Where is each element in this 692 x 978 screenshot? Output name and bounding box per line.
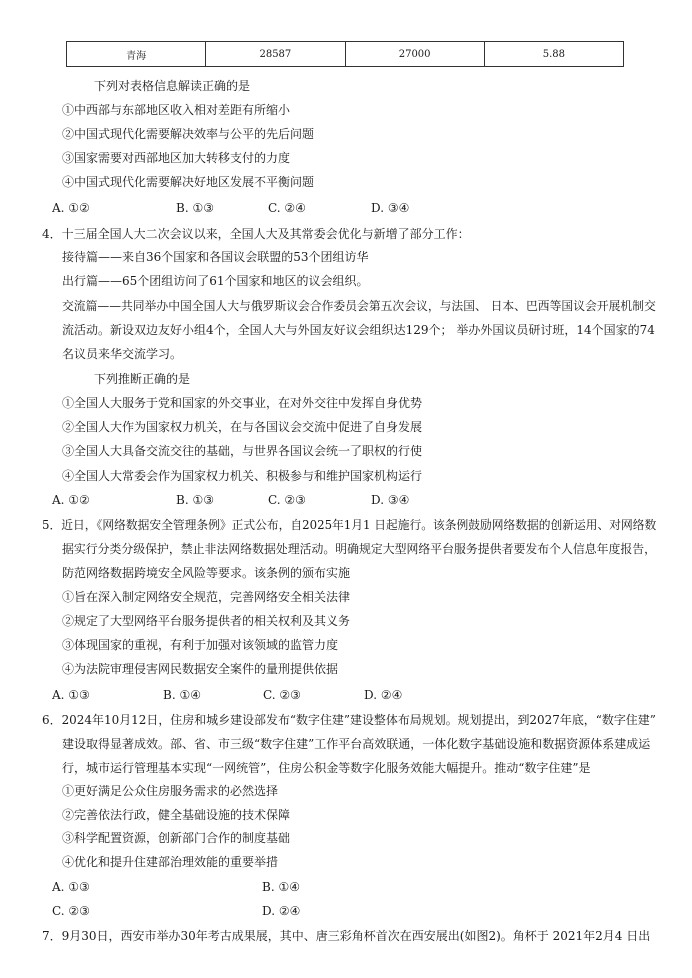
- q3-stem: 下列对表格信息解读正确的是: [94, 79, 251, 93]
- q4-choice-c: C. ②③: [268, 493, 306, 507]
- q4-line-2: 接待篇——来自36个国家和各国议会联盟的53个团组访华: [62, 250, 369, 264]
- q4-line-1: 4．十三届全国人大二次会议以来，全国人大及其常委会优化与新增了部分工作：: [42, 227, 470, 241]
- q6-choice-b: B. ①④: [262, 880, 300, 894]
- q4-line-6: 名议员来华交流学习。: [62, 347, 183, 361]
- q4-line-3: 出行篇——65个团组访问了61个国家和地区的议会组织。: [62, 274, 369, 288]
- q5-line-2: 据实行分类分级保护，禁止非法网络数据处理活动。明确规定大型网络平台服务提供者要发布个人信息年度报告，: [62, 542, 657, 556]
- q3-choice-a: A. ①②: [52, 201, 90, 215]
- q4-stem: 下列推断正确的是: [94, 372, 191, 386]
- q5-option-2: ②规定了大型网络平台服务提供者的相关权利及其义务: [62, 614, 351, 628]
- q6-choice-c: C. ②③: [52, 904, 90, 918]
- q4-option-2: ②全国人大作为国家权力机关，在与各国议会交流中促进了自身发展: [62, 420, 423, 434]
- q4-option-4: ④全国人大常委会作为国家权力机关、积极参与和维护国家机构运行: [62, 469, 423, 483]
- data-table: [66, 41, 624, 67]
- q6-option-3: ③科学配置资源，创新部门合作的制度基础: [62, 831, 291, 845]
- q6-line-2: 建设取得显著成效。部、省、市三级“数字住建”工作平台高效联通，一体化数字基础设施和数据资源体系建成运: [62, 737, 651, 751]
- q4-choice-d: D. ③④: [371, 493, 410, 507]
- q5-line-3: 防范网络数据跨境安全风险等要求。该条例的颁布实施: [62, 566, 351, 580]
- q6-option-4: ④优化和提升住建部治理效能的重要举措: [62, 855, 279, 869]
- table-cell-value-3: 5.88: [484, 42, 623, 67]
- q4-option-1: ①全国人大服务于党和国家的外交事业，在对外交往中发挥自身优势: [62, 396, 423, 410]
- q5-choice-d: D. ②④: [364, 688, 403, 702]
- q4-choice-a: A. ①②: [52, 493, 90, 507]
- q4-choice-b: B. ①③: [176, 493, 214, 507]
- q3-option-3: ③国家需要对西部地区加大转移支付的力度: [62, 151, 291, 165]
- q6-option-1: ①更好满足公众住房服务需求的必然选择: [62, 784, 279, 798]
- q5-choice-c: C. ②③: [263, 688, 301, 702]
- q3-option-2: ②中国式现代化需要解决效率与公平的先后问题: [62, 127, 315, 141]
- q5-option-3: ③体现国家的重视，有利于加强对该领域的监管力度: [62, 638, 339, 652]
- q6-line-1: 6．2024年10月12日，住房和城乡建设部发布“数字住建”建设整体布局规划。规划提出，到2027年底，“数字住建”: [42, 713, 656, 727]
- q4-option-3: ③全国人大具备交流交往的基础，与世界各国议会统一了职权的行使: [62, 444, 423, 458]
- q6-choice-d: D. ②④: [262, 904, 301, 918]
- q3-option-4: ④中国式现代化需要解决好地区发展不平衡问题: [62, 175, 315, 189]
- table-cell-value-1: 28587: [206, 42, 345, 67]
- q6-line-3: 行，城市运行管理基本实现“一网统管”，住房公积金等数字化服务效能大幅提升。推动“数字住建”是: [62, 761, 591, 775]
- q7-line-1: 7．9月30日，西安市举办30年考古成果展，其中、唐三彩角杯首次在西安展出(如图2)。角杯于 2021年2月4 日出: [42, 929, 651, 943]
- q5-choice-b: B. ①④: [163, 688, 201, 702]
- q6-option-2: ②完善依法行政，健全基础设施的技术保障: [62, 808, 291, 822]
- q6-choice-a: A. ①③: [52, 880, 90, 894]
- q3-choice-c: C. ②④: [268, 201, 306, 215]
- q4-line-5: 流活动。新设双边友好小组4个，全国人大与外国友好议会组织达129个； 举办外国议员研讨班，14个国家的74: [62, 323, 655, 337]
- q5-choice-a: A. ①③: [52, 688, 90, 702]
- table-cell-province: 青海: [67, 42, 206, 67]
- q4-line-4: 交流篇——共同举办中国全国人大与俄罗斯议会合作委员会第五次会议，与法国、 日本、巴西等国议会开展机制交: [62, 299, 656, 313]
- q3-choice-b: B. ①③: [176, 201, 214, 215]
- q3-option-1: ①中西部与东部地区收入相对差距有所缩小: [62, 103, 291, 117]
- q5-option-4: ④为法院审理侵害网民数据安全案件的量刑提供依据: [62, 662, 339, 676]
- q5-option-1: ①旨在深入制定网络安全规范，完善网络安全相关法律: [62, 590, 351, 604]
- q3-choice-d: D. ③④: [371, 201, 410, 215]
- q5-line-1: 5．近日，《网络数据安全管理条例》正式公布，自2025年1月1 日起施行。该条例鼓励网络数据的创新运用、对网络数: [42, 518, 657, 532]
- table-cell-value-2: 27000: [345, 42, 484, 67]
- table-row: [67, 42, 624, 67]
